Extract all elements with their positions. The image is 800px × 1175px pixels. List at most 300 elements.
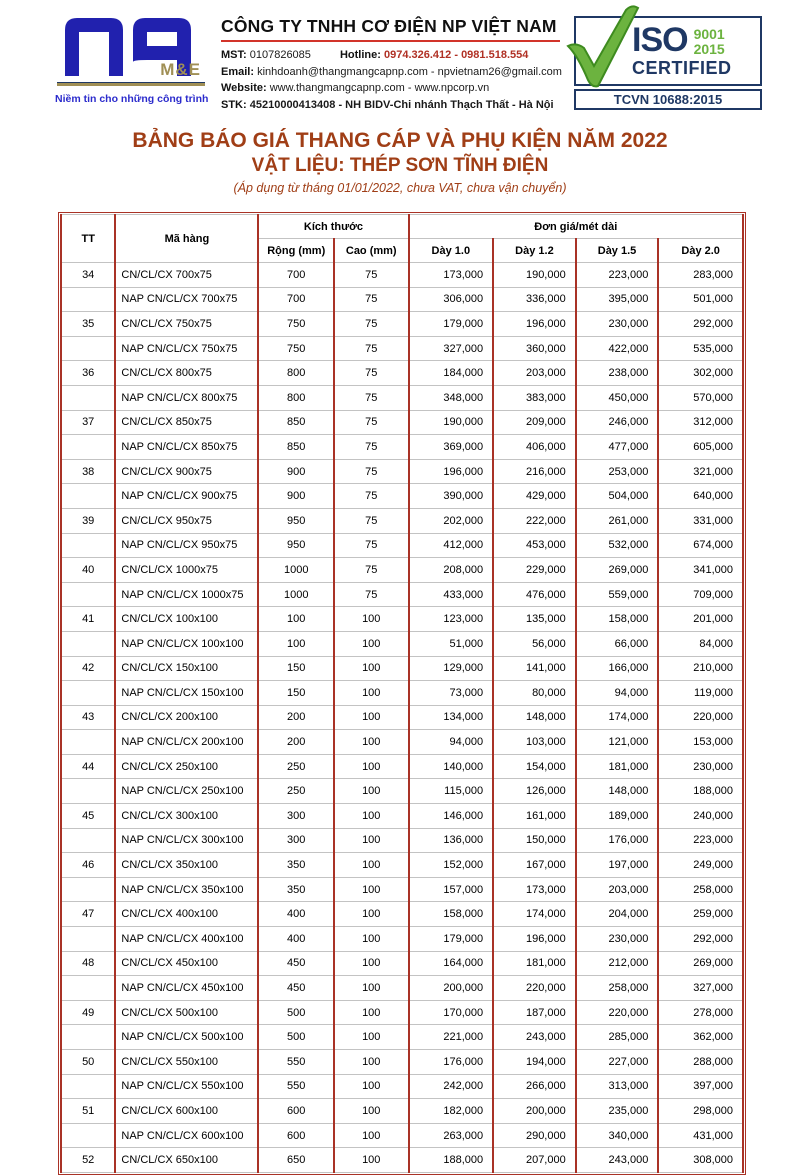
col-header-d20: Dày 2.0 bbox=[658, 239, 743, 263]
iso-box bbox=[574, 16, 762, 86]
cell-price-d20: 201,000 bbox=[658, 607, 743, 632]
cell-price-d15: 258,000 bbox=[576, 976, 659, 1001]
cell-height: 100 bbox=[334, 951, 409, 976]
cell-code: NAP CN/CL/CX 900x75 bbox=[115, 484, 258, 509]
cell-price-d20: 341,000 bbox=[658, 558, 743, 583]
table-row bbox=[61, 754, 743, 779]
cell-tt: 37 bbox=[61, 410, 115, 435]
cell-price-d20: 153,000 bbox=[658, 730, 743, 755]
cell-price-d10: 146,000 bbox=[409, 804, 494, 829]
table-row bbox=[61, 804, 743, 829]
website-value: www.thangmangcapnp.com - www.npcorp.vn bbox=[269, 82, 490, 94]
cell-height: 75 bbox=[334, 312, 409, 337]
cell-code: CN/CL/CX 700x75 bbox=[115, 263, 258, 288]
cell-price-d15: 340,000 bbox=[576, 1123, 659, 1148]
cell-price-d20: 535,000 bbox=[658, 336, 743, 361]
mst-label: MST: bbox=[221, 49, 247, 61]
company-name: CÔNG TY TNHH CƠ ĐIỆN NP VIỆT NAM bbox=[221, 16, 557, 36]
cell-price-d15: 246,000 bbox=[576, 410, 659, 435]
cell-price-d10: 176,000 bbox=[409, 1050, 494, 1075]
cell-price-d10: 73,000 bbox=[409, 681, 494, 706]
cell-height: 100 bbox=[334, 730, 409, 755]
logo-divider bbox=[57, 82, 205, 86]
iso-year: 2015 bbox=[693, 41, 725, 57]
cell-width: 200 bbox=[258, 730, 334, 755]
cell-tt: 43 bbox=[61, 705, 115, 730]
cell-tt bbox=[61, 779, 115, 804]
cell-width: 750 bbox=[258, 312, 334, 337]
cell-price-d20: 258,000 bbox=[658, 877, 743, 902]
table-row bbox=[61, 1050, 743, 1075]
cell-price-d12: 229,000 bbox=[493, 558, 576, 583]
table-row bbox=[61, 681, 743, 706]
page-note: (Áp dụng từ tháng 01/01/2022, chưa VAT, chưa vận chuyển) bbox=[233, 181, 567, 195]
stk-value: 45210000413408 - NH BIDV-Chi nhánh Thạch Thất - Hà Nội bbox=[249, 98, 554, 111]
cell-price-d15: 235,000 bbox=[576, 1099, 659, 1124]
cell-price-d15: 223,000 bbox=[576, 263, 659, 288]
cell-price-d12: 429,000 bbox=[493, 484, 576, 509]
cell-price-d10: 190,000 bbox=[409, 410, 494, 435]
table-row bbox=[61, 435, 743, 460]
cell-height: 100 bbox=[334, 853, 409, 878]
cell-price-d20: 292,000 bbox=[658, 312, 743, 337]
cell-price-d10: 348,000 bbox=[409, 385, 494, 410]
cell-code: CN/CL/CX 850x75 bbox=[115, 410, 258, 435]
table-row bbox=[61, 558, 743, 583]
cell-tt: 49 bbox=[61, 1000, 115, 1025]
cell-height: 75 bbox=[334, 484, 409, 509]
cell-height: 100 bbox=[334, 1025, 409, 1050]
company-info-block bbox=[207, 14, 574, 113]
cell-tt: 39 bbox=[61, 508, 115, 533]
cell-price-d15: 189,000 bbox=[576, 804, 659, 829]
table-row bbox=[61, 853, 743, 878]
cell-height: 100 bbox=[334, 754, 409, 779]
cell-price-d20: 220,000 bbox=[658, 705, 743, 730]
cell-tt bbox=[61, 730, 115, 755]
cell-tt: 51 bbox=[61, 1099, 115, 1124]
hotline-label: Hotline: bbox=[339, 49, 381, 61]
cell-price-d12: 103,000 bbox=[493, 730, 576, 755]
cell-price-d10: 390,000 bbox=[409, 484, 494, 509]
col-header-tt: TT bbox=[61, 215, 115, 263]
cell-code: NAP CN/CL/CX 800x75 bbox=[115, 385, 258, 410]
cell-price-d20: 570,000 bbox=[658, 385, 743, 410]
cell-code: NAP CN/CL/CX 850x75 bbox=[115, 435, 258, 460]
email-value: kinhdoanh@thangmangcapnp.com - npvietnam26@gmail.com bbox=[257, 65, 562, 78]
cell-price-d10: 129,000 bbox=[409, 656, 494, 681]
col-header-size: Kích thước bbox=[258, 215, 408, 239]
cell-price-d20: 362,000 bbox=[658, 1025, 743, 1050]
cell-tt: 50 bbox=[61, 1050, 115, 1075]
price-table-header bbox=[61, 215, 743, 263]
cell-code: CN/CL/CX 300x100 bbox=[115, 804, 258, 829]
cell-height: 100 bbox=[334, 1000, 409, 1025]
cell-height: 100 bbox=[334, 902, 409, 927]
cell-price-d12: 190,000 bbox=[493, 263, 576, 288]
cell-price-d15: 313,000 bbox=[576, 1074, 659, 1099]
iso-word: ISO bbox=[632, 21, 688, 60]
cell-tt bbox=[61, 582, 115, 607]
cell-code: NAP CN/CL/CX 500x100 bbox=[115, 1025, 258, 1050]
cell-code: CN/CL/CX 950x75 bbox=[115, 508, 258, 533]
cell-price-d12: 161,000 bbox=[493, 804, 576, 829]
cell-height: 100 bbox=[334, 1074, 409, 1099]
cell-price-d15: 422,000 bbox=[576, 336, 659, 361]
cell-width: 350 bbox=[258, 853, 334, 878]
cell-price-d20: 312,000 bbox=[658, 410, 743, 435]
cell-tt bbox=[61, 631, 115, 656]
cell-price-d10: 94,000 bbox=[409, 730, 494, 755]
cell-width: 350 bbox=[258, 877, 334, 902]
cell-tt: 35 bbox=[61, 312, 115, 337]
cell-price-d10: 164,000 bbox=[409, 951, 494, 976]
cell-tt: 40 bbox=[61, 558, 115, 583]
cell-price-d20: 283,000 bbox=[658, 263, 743, 288]
cell-price-d12: 209,000 bbox=[493, 410, 576, 435]
cell-price-d20: 119,000 bbox=[658, 681, 743, 706]
cell-tt: 46 bbox=[61, 853, 115, 878]
cell-price-d10: 115,000 bbox=[409, 779, 494, 804]
table-row bbox=[61, 508, 743, 533]
cell-tt bbox=[61, 1074, 115, 1099]
cell-price-d15: 450,000 bbox=[576, 385, 659, 410]
cell-height: 75 bbox=[334, 263, 409, 288]
cell-price-d10: 196,000 bbox=[409, 459, 494, 484]
cell-price-d10: 157,000 bbox=[409, 877, 494, 902]
col-header-d10: Dày 1.0 bbox=[409, 239, 494, 263]
cell-code: NAP CN/CL/CX 600x100 bbox=[115, 1123, 258, 1148]
price-table bbox=[60, 214, 744, 1173]
cell-price-d12: 181,000 bbox=[493, 951, 576, 976]
cell-price-d10: 200,000 bbox=[409, 976, 494, 1001]
cell-price-d10: 306,000 bbox=[409, 287, 494, 312]
cell-height: 100 bbox=[334, 1148, 409, 1173]
cell-price-d10: 369,000 bbox=[409, 435, 494, 460]
table-row bbox=[61, 902, 743, 927]
logo-tagline: Niềm tin cho những công trình bbox=[55, 93, 209, 105]
cell-price-d20: 288,000 bbox=[658, 1050, 743, 1075]
cell-price-d12: 173,000 bbox=[493, 877, 576, 902]
cell-tt bbox=[61, 484, 115, 509]
cell-price-d12: 216,000 bbox=[493, 459, 576, 484]
cell-price-d10: 123,000 bbox=[409, 607, 494, 632]
cell-price-d12: 222,000 bbox=[493, 508, 576, 533]
cell-price-d12: 154,000 bbox=[493, 754, 576, 779]
cell-price-d20: 210,000 bbox=[658, 656, 743, 681]
cell-height: 100 bbox=[334, 607, 409, 632]
cell-tt: 44 bbox=[61, 754, 115, 779]
cell-code: CN/CL/CX 500x100 bbox=[115, 1000, 258, 1025]
cell-price-d12: 203,000 bbox=[493, 361, 576, 386]
tcvn-label: TCVN 10688:2015 bbox=[574, 89, 762, 110]
cell-code: CN/CL/CX 550x100 bbox=[115, 1050, 258, 1075]
cell-tt: 52 bbox=[61, 1148, 115, 1173]
document-title-block bbox=[0, 128, 800, 195]
cell-tt: 47 bbox=[61, 902, 115, 927]
table-row bbox=[61, 459, 743, 484]
cell-price-d12: 80,000 bbox=[493, 681, 576, 706]
table-row bbox=[61, 410, 743, 435]
cell-price-d12: 187,000 bbox=[493, 1000, 576, 1025]
cell-tt: 48 bbox=[61, 951, 115, 976]
cell-width: 450 bbox=[258, 951, 334, 976]
cell-width: 900 bbox=[258, 484, 334, 509]
cell-price-d10: 158,000 bbox=[409, 902, 494, 927]
cell-height: 75 bbox=[334, 459, 409, 484]
cell-code: CN/CL/CX 400x100 bbox=[115, 902, 258, 927]
table-row bbox=[61, 976, 743, 1001]
table-row bbox=[61, 361, 743, 386]
cell-width: 1000 bbox=[258, 558, 334, 583]
table-row bbox=[61, 705, 743, 730]
cell-price-d12: 141,000 bbox=[493, 656, 576, 681]
table-row bbox=[61, 631, 743, 656]
cell-width: 100 bbox=[258, 631, 334, 656]
cell-width: 550 bbox=[258, 1074, 334, 1099]
cell-price-d15: 227,000 bbox=[576, 1050, 659, 1075]
cell-price-d15: 504,000 bbox=[576, 484, 659, 509]
cell-price-d15: 559,000 bbox=[576, 582, 659, 607]
cell-price-d12: 266,000 bbox=[493, 1074, 576, 1099]
cell-height: 100 bbox=[334, 1099, 409, 1124]
cell-price-d20: 302,000 bbox=[658, 361, 743, 386]
cell-code: CN/CL/CX 800x75 bbox=[115, 361, 258, 386]
cell-price-d15: 166,000 bbox=[576, 656, 659, 681]
table-row bbox=[61, 1074, 743, 1099]
cell-price-d15: 285,000 bbox=[576, 1025, 659, 1050]
cell-price-d20: 431,000 bbox=[658, 1123, 743, 1148]
table-row bbox=[61, 533, 743, 558]
cell-height: 100 bbox=[334, 631, 409, 656]
cell-tt bbox=[61, 976, 115, 1001]
cell-tt bbox=[61, 828, 115, 853]
cell-price-d15: 477,000 bbox=[576, 435, 659, 460]
cell-tt bbox=[61, 1025, 115, 1050]
table-row bbox=[61, 607, 743, 632]
cell-price-d12: 453,000 bbox=[493, 533, 576, 558]
cell-width: 900 bbox=[258, 459, 334, 484]
cell-tt: 34 bbox=[61, 263, 115, 288]
cell-width: 800 bbox=[258, 361, 334, 386]
cell-price-d10: 134,000 bbox=[409, 705, 494, 730]
cell-height: 100 bbox=[334, 877, 409, 902]
cell-price-d12: 476,000 bbox=[493, 582, 576, 607]
iso-certified-badge bbox=[574, 16, 762, 110]
cell-width: 400 bbox=[258, 902, 334, 927]
cell-width: 1000 bbox=[258, 582, 334, 607]
table-row bbox=[61, 927, 743, 952]
cell-price-d12: 220,000 bbox=[493, 976, 576, 1001]
cell-code: NAP CN/CL/CX 400x100 bbox=[115, 927, 258, 952]
cell-tt bbox=[61, 533, 115, 558]
cell-tt: 45 bbox=[61, 804, 115, 829]
cell-price-d10: 140,000 bbox=[409, 754, 494, 779]
cell-width: 250 bbox=[258, 754, 334, 779]
cell-price-d12: 150,000 bbox=[493, 828, 576, 853]
cell-code: NAP CN/CL/CX 350x100 bbox=[115, 877, 258, 902]
cell-tt: 42 bbox=[61, 656, 115, 681]
cell-tt bbox=[61, 336, 115, 361]
cell-price-d20: 298,000 bbox=[658, 1099, 743, 1124]
np-logo-icon bbox=[55, 14, 207, 78]
cell-code: NAP CN/CL/CX 200x100 bbox=[115, 730, 258, 755]
cell-price-d10: 173,000 bbox=[409, 263, 494, 288]
table-row bbox=[61, 312, 743, 337]
table-row bbox=[61, 287, 743, 312]
cell-price-d20: 240,000 bbox=[658, 804, 743, 829]
cell-price-d20: 188,000 bbox=[658, 779, 743, 804]
cell-price-d20: 223,000 bbox=[658, 828, 743, 853]
cell-width: 300 bbox=[258, 804, 334, 829]
cell-height: 100 bbox=[334, 681, 409, 706]
cell-tt: 38 bbox=[61, 459, 115, 484]
cell-code: CN/CL/CX 150x100 bbox=[115, 656, 258, 681]
cell-code: CN/CL/CX 450x100 bbox=[115, 951, 258, 976]
cell-height: 75 bbox=[334, 287, 409, 312]
cell-price-d20: 605,000 bbox=[658, 435, 743, 460]
cell-price-d20: 709,000 bbox=[658, 582, 743, 607]
cell-price-d20: 259,000 bbox=[658, 902, 743, 927]
cell-price-d12: 56,000 bbox=[493, 631, 576, 656]
cell-price-d15: 158,000 bbox=[576, 607, 659, 632]
cell-price-d12: 406,000 bbox=[493, 435, 576, 460]
cell-price-d10: 170,000 bbox=[409, 1000, 494, 1025]
cell-price-d10: 182,000 bbox=[409, 1099, 494, 1124]
cell-code: NAP CN/CL/CX 750x75 bbox=[115, 336, 258, 361]
cell-height: 75 bbox=[334, 385, 409, 410]
bank-account-line bbox=[221, 97, 560, 114]
cell-price-d15: 174,000 bbox=[576, 705, 659, 730]
cell-height: 75 bbox=[334, 558, 409, 583]
cell-tt bbox=[61, 681, 115, 706]
cell-height: 100 bbox=[334, 1123, 409, 1148]
col-header-d12: Dày 1.2 bbox=[493, 239, 576, 263]
cell-price-d12: 207,000 bbox=[493, 1148, 576, 1173]
cell-price-d15: 181,000 bbox=[576, 754, 659, 779]
cell-price-d15: 261,000 bbox=[576, 508, 659, 533]
cell-width: 150 bbox=[258, 681, 334, 706]
cell-price-d15: 269,000 bbox=[576, 558, 659, 583]
cell-price-d10: 221,000 bbox=[409, 1025, 494, 1050]
cell-price-d10: 188,000 bbox=[409, 1148, 494, 1173]
cell-price-d12: 243,000 bbox=[493, 1025, 576, 1050]
cell-width: 750 bbox=[258, 336, 334, 361]
cell-price-d15: 197,000 bbox=[576, 853, 659, 878]
cell-height: 100 bbox=[334, 705, 409, 730]
cell-price-d15: 204,000 bbox=[576, 902, 659, 927]
iso-standard: 9001 bbox=[693, 26, 725, 43]
table-row bbox=[61, 1123, 743, 1148]
cell-code: NAP CN/CL/CX 550x100 bbox=[115, 1074, 258, 1099]
cell-width: 700 bbox=[258, 287, 334, 312]
cell-height: 75 bbox=[334, 410, 409, 435]
cell-price-d12: 196,000 bbox=[493, 312, 576, 337]
cell-price-d20: 292,000 bbox=[658, 927, 743, 952]
cell-code: CN/CL/CX 100x100 bbox=[115, 607, 258, 632]
cell-tt bbox=[61, 1123, 115, 1148]
cell-height: 100 bbox=[334, 779, 409, 804]
cell-tt bbox=[61, 385, 115, 410]
header-red-divider bbox=[221, 40, 560, 42]
cell-price-d20: 278,000 bbox=[658, 1000, 743, 1025]
cell-price-d15: 395,000 bbox=[576, 287, 659, 312]
cell-width: 100 bbox=[258, 607, 334, 632]
iso-standard-year bbox=[694, 27, 725, 56]
cell-price-d12: 126,000 bbox=[493, 779, 576, 804]
cell-code: NAP CN/CL/CX 450x100 bbox=[115, 976, 258, 1001]
table-row bbox=[61, 951, 743, 976]
cell-price-d15: 212,000 bbox=[576, 951, 659, 976]
cell-code: NAP CN/CL/CX 950x75 bbox=[115, 533, 258, 558]
price-table-body bbox=[61, 263, 743, 1173]
cell-price-d20: 674,000 bbox=[658, 533, 743, 558]
cell-price-d15: 230,000 bbox=[576, 927, 659, 952]
cell-width: 200 bbox=[258, 705, 334, 730]
cell-price-d12: 383,000 bbox=[493, 385, 576, 410]
cell-tt: 36 bbox=[61, 361, 115, 386]
cell-price-d20: 397,000 bbox=[658, 1074, 743, 1099]
cell-code: NAP CN/CL/CX 300x100 bbox=[115, 828, 258, 853]
cell-price-d20: 84,000 bbox=[658, 631, 743, 656]
cell-code: CN/CL/CX 900x75 bbox=[115, 459, 258, 484]
cell-tt bbox=[61, 877, 115, 902]
cell-code: CN/CL/CX 650x100 bbox=[115, 1148, 258, 1173]
cell-code: NAP CN/CL/CX 250x100 bbox=[115, 779, 258, 804]
table-row bbox=[61, 1148, 743, 1173]
cell-price-d12: 148,000 bbox=[493, 705, 576, 730]
cell-height: 75 bbox=[334, 582, 409, 607]
logo-me-text: M&E bbox=[160, 60, 201, 79]
cell-width: 950 bbox=[258, 533, 334, 558]
cell-width: 850 bbox=[258, 410, 334, 435]
cell-price-d20: 308,000 bbox=[658, 1148, 743, 1173]
cell-price-d12: 194,000 bbox=[493, 1050, 576, 1075]
cell-width: 600 bbox=[258, 1099, 334, 1124]
cell-code: CN/CL/CX 350x100 bbox=[115, 853, 258, 878]
table-row bbox=[61, 582, 743, 607]
cell-width: 650 bbox=[258, 1148, 334, 1173]
table-row bbox=[61, 263, 743, 288]
iso-certified-text: CERTIFIED bbox=[632, 57, 732, 78]
table-row bbox=[61, 385, 743, 410]
contact-lines bbox=[221, 47, 560, 113]
cell-code: CN/CL/CX 750x75 bbox=[115, 312, 258, 337]
page-subtitle: VẬT LIỆU: THÉP SƠN TĨNH ĐIỆN bbox=[251, 155, 549, 177]
table-row bbox=[61, 484, 743, 509]
cell-price-d20: 249,000 bbox=[658, 853, 743, 878]
document-header bbox=[55, 14, 762, 113]
cell-price-d15: 253,000 bbox=[576, 459, 659, 484]
cell-price-d15: 532,000 bbox=[576, 533, 659, 558]
cell-height: 100 bbox=[334, 927, 409, 952]
hotline-value: 0974.326.412 - 0981.518.554 bbox=[384, 49, 529, 61]
cell-price-d10: 179,000 bbox=[409, 312, 494, 337]
cell-height: 100 bbox=[334, 976, 409, 1001]
cell-price-d10: 208,000 bbox=[409, 558, 494, 583]
cell-price-d20: 501,000 bbox=[658, 287, 743, 312]
col-header-width: Rộng (mm) bbox=[258, 239, 334, 263]
col-header-height: Cao (mm) bbox=[334, 239, 409, 263]
table-row bbox=[61, 336, 743, 361]
table-row bbox=[61, 1000, 743, 1025]
website-label: Website: bbox=[221, 82, 267, 94]
cell-width: 600 bbox=[258, 1123, 334, 1148]
cell-price-d10: 179,000 bbox=[409, 927, 494, 952]
cell-height: 75 bbox=[334, 533, 409, 558]
cell-tt: 41 bbox=[61, 607, 115, 632]
cell-price-d15: 94,000 bbox=[576, 681, 659, 706]
